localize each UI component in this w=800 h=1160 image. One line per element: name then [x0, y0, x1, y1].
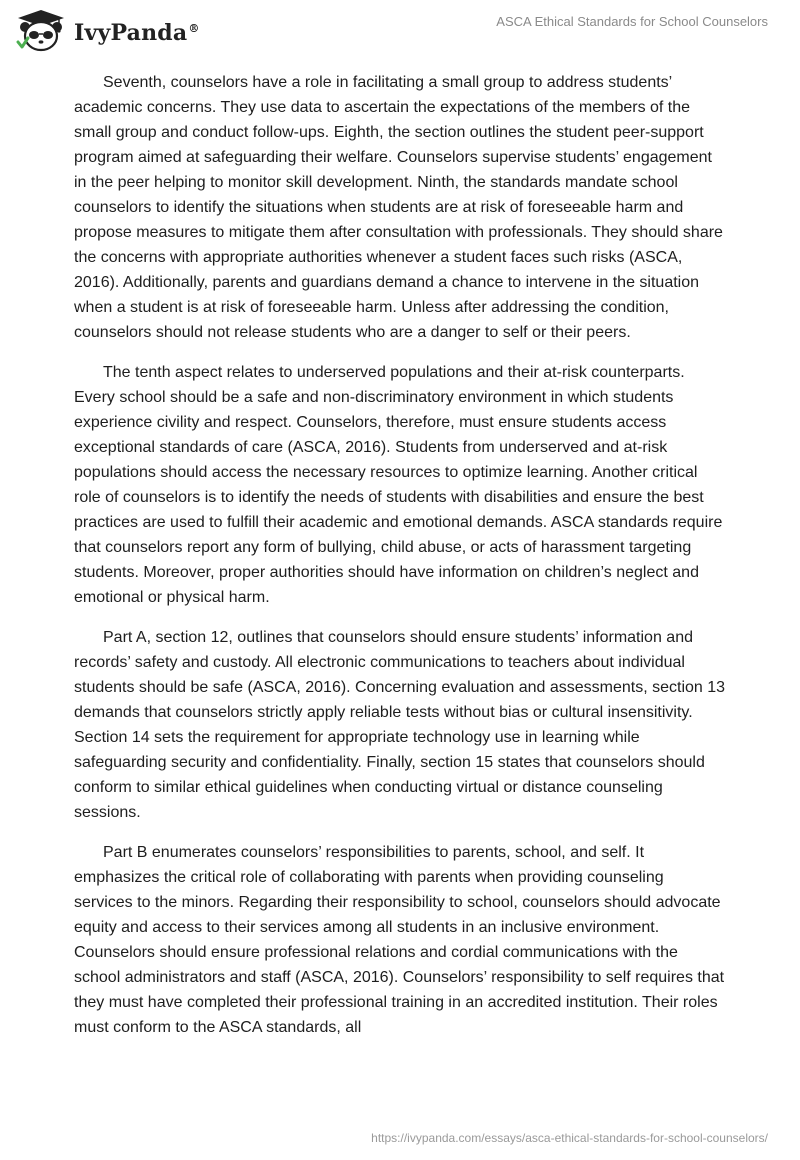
page-header — [0, 0, 800, 60]
source-url-link[interactable]: https://ivypanda.com/essays/asca-ethical-standards-for-school-counselors/ — [371, 1131, 768, 1145]
essay-body — [74, 70, 726, 1055]
registered-mark: ® — [188, 21, 200, 35]
essay-paragraph: The tenth aspect relates to underserved populations and their at-risk counterparts. Every school should be a safe and non-discriminatory environment in which students experience civility and respect. Counselors, therefore, must ensure students access exceptional standards of care (ASCA, 2016). Students from underserved and at-risk populations should access the necessary resources to optimize learning. Another critical role of counselors is to identify the needs of students with disabilities and ensure the best practices are used to fulfill their academic and emotional demands. ASCA standards require that counselors report any form of bullying, child abuse, or acts of harassment targeting students. Moreover, proper authorities should have information on children’s neglect and emotional or physical harm. — [74, 364, 723, 606]
essay-paragraph: Part A, section 12, outlines that counselors should ensure students’ information and records’ safety and custody. All electronic communications to teachers about individual students should be safe (ASCA, 2016). Concerning evaluation and assessments, section 13 demands that counselors strictly apply reliable tests without bias or cultural insensitivity. Section 14 sets the requirement for appropriate technology use in learning while safeguarding security and confidentiality. Finally, section 15 states that counselors should conform to similar ethical guidelines when conducting virtual or distance counseling sessions. — [74, 629, 726, 821]
essay-paragraph: Part B enumerates counselors’ responsibilities to parents, school, and self. It emphasizes the critical role of collaborating with parents when providing counseling services to the minors. Regarding their responsibility to school, counselors should advocate equity and access to their services among all students in an inclusive environment. Counselors should ensure professional relations and cordial communications with the school administrators and staff (ASCA, 2016). Counselors’ responsibility to self requires that they must have completed their professional training in an accredited institution. Their roles must conform to the ASCA standards, all — [74, 844, 725, 1036]
panda-graduate-logo-icon — [14, 8, 68, 54]
brand-logo[interactable] — [14, 8, 200, 54]
essay-paragraph: Seventh, counselors have a role in facilitating a small group to address students’ academic concerns. They use data to ascertain the expectations of the members of the small group and conduct follow-ups. Eighth, the section outlines the student peer-support program aimed at safeguarding their welfare. Counselors supervise students’ engagement in the peer helping to monitor skill development. Ninth, the standards mandate school counselors to identify the situations when students are at risk of foreseeable harm and propose measures to mitigate them after consultation with professionals. They should share the concerns with appropriate authorities whenever a student faces such risks (ASCA, 2016). Additionally, parents and guardians demand a chance to intervene in the situation when a student is at risk of foreseeable harm. Unless after addressing the condition, counselors should not release students who are a danger to self or their peers. — [74, 74, 723, 341]
brand-name: IvyPanda® — [74, 20, 200, 46]
document-title: ASCA Ethical Standards for School Counselors — [496, 14, 768, 29]
